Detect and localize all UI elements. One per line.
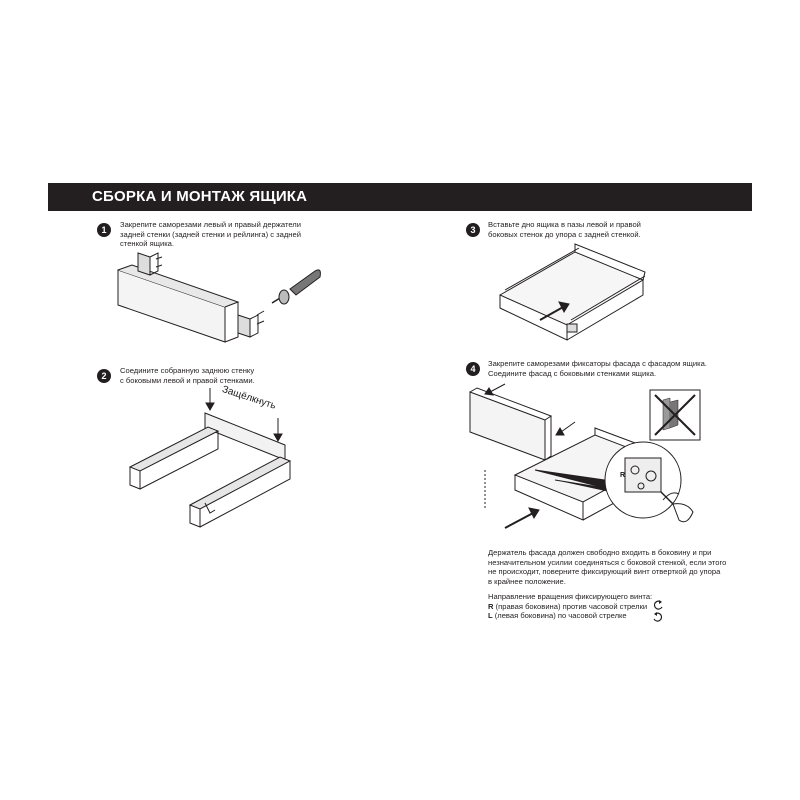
l-letter: L xyxy=(488,611,493,621)
rotation-title: Направление вращения фиксирующего винта: xyxy=(488,592,653,601)
note-line: не происходит, поверните фиксирующий винт отверткой до упора xyxy=(488,567,721,577)
r-text: (правая боковина) против часовой стрелки xyxy=(493,601,648,611)
rotate-clockwise-icon xyxy=(652,611,664,623)
step-4-line: Соедините фасад с боковыми стенками ящика. xyxy=(488,368,657,378)
step-2-number: 2 xyxy=(97,369,111,383)
rotation-r-line xyxy=(488,602,652,612)
step-1-number: 1 xyxy=(97,223,111,237)
section-title-bar xyxy=(48,183,752,211)
rotation-note xyxy=(488,592,652,621)
step-2-line: Соедините собранную заднюю стенку xyxy=(120,366,255,375)
note-line: Держатель фасада должен свободно входить в боковину и при xyxy=(488,548,712,557)
step-2-line: с боковыми левой и правой стенками. xyxy=(120,375,255,385)
step-3-number: 3 xyxy=(466,223,480,237)
snap-label: Защёлкнуть xyxy=(220,384,278,412)
note-line: в крайнее положение. xyxy=(488,576,566,586)
step-4-illustration xyxy=(465,380,715,530)
step-4-number: 4 xyxy=(466,362,480,376)
rotate-counterclockwise-icon xyxy=(652,599,664,611)
note-line: незначительном усилии соединяться с боковой стенкой, если этого xyxy=(488,557,727,567)
step-1-illustration xyxy=(110,245,330,345)
section-title: СБОРКА И МОНТАЖ ЯЩИКА xyxy=(92,188,308,205)
step-1-line: Закрепите саморезами левый и правый держатели xyxy=(120,220,301,229)
l-text: (левая боковина) по часовой стрелке xyxy=(492,611,627,621)
step-1-line: задней стенки (задней стенки и рейлинга) с задней xyxy=(120,229,301,239)
step-4-line: Закрепите саморезами фиксаторы фасада с фасадом ящика. xyxy=(488,359,707,368)
side-label: R xyxy=(620,472,626,479)
step-3-illustration xyxy=(495,240,655,350)
step-4-text xyxy=(488,359,707,378)
step-3-line: боковых стенок до упора с задней стенкой. xyxy=(488,229,641,239)
rotation-l-line xyxy=(488,611,652,621)
step-2-text xyxy=(120,366,255,385)
facade-holder-note xyxy=(488,548,726,586)
r-letter: R xyxy=(488,601,494,611)
step-2-illustration xyxy=(120,385,300,535)
step-3-text xyxy=(488,220,641,239)
crossed-out-icon xyxy=(650,390,700,440)
step-3-line: Вставьте дно ящика в пазы левой и правой xyxy=(488,220,641,229)
step-1-line: стенкой ящика. xyxy=(120,239,175,249)
